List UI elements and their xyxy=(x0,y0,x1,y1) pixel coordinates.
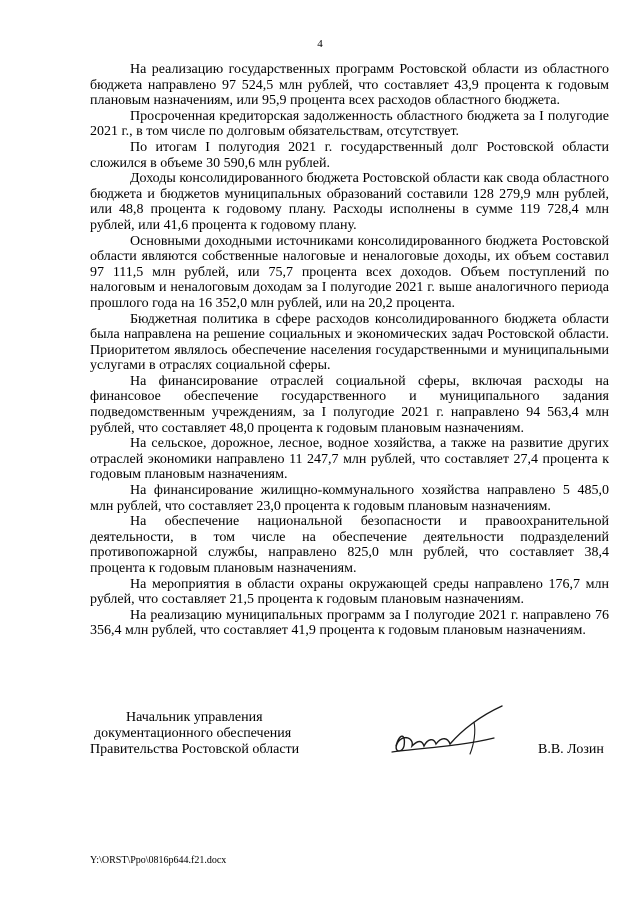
document-body xyxy=(90,62,609,639)
paragraph: На реализацию государственных программ Ростовской области из областного бюджета направлено 97 524,5 млн рублей, что составляет 43,9 процента к годовым плановым назначениям, или 95,9 процента всех расходов областного бюджета. xyxy=(90,62,609,109)
paragraph: Основными доходными источниками консолидированного бюджета Ростовской области являются собственные налоговые и неналоговые доходы, их объем составил 97 111,5 млн рублей, или 75,7 процента всех доходов. Объем поступлений по налоговым и неналоговым доходам за I полугодие 2021 г. выше аналогичного периода прошлого года на 16 352,0 млн рублей, или на 20,2 процента. xyxy=(90,233,609,311)
signatory-title-line: Начальник управления xyxy=(126,710,263,725)
paragraph: Бюджетная политика в сфере расходов консолидированного бюджета области была направлена на решение социальных и экономических задач Ростовской области. Приоритетом являлось обеспечение населения государственными и муниципальными услугами в отраслях социальной сферы. xyxy=(90,311,609,374)
paragraph: На сельское, дорожное, лесное, водное хозяйства, а также на развитие других отраслей экономики направлено 11 247,7 млн рублей, что составляет 27,4 процента к годовым плановым назначениям. xyxy=(90,436,609,483)
handwritten-signature xyxy=(362,702,522,762)
signatory-title-line: Правительства Ростовской области xyxy=(90,742,300,757)
file-path-footer: Y:\ORST\Ppo\0816p644.f21.docx xyxy=(90,855,227,866)
paragraph: На финансирование отраслей социальной сферы, включая расходы на финансовое обеспечение государственного и муниципального задания подведомственным учреждениям, за I полугодие 2021 г. направлено 94 563,4 млн рублей, что составляет 48,0 процента к годовым плановым назначениям. xyxy=(90,373,609,436)
paragraph: На реализацию муниципальных программ за I полугодие 2021 г. направлено 76 356,4 млн рублей, что составляет 41,9 процента к годовым плановым назначениям. xyxy=(90,607,609,639)
paragraph: На обеспечение национальной безопасности и правоохранительной деятельности, в том числе на обеспечение деятельности подразделений противопожарной службы, направлено 825,0 млн рублей, что составляет 38,4 процента к годовым плановым назначениям. xyxy=(90,514,609,576)
paragraph: По итогам I полугодия 2021 г. государственный долг Ростовской области сложился в объеме 30 590,6 млн рублей. xyxy=(90,139,609,171)
paragraph: На мероприятия в области охраны окружающей среды направлено 176,7 млн рублей, что составляет 21,5 процента к годовым плановым назначениям. xyxy=(90,576,609,608)
page-number: 4 xyxy=(317,38,323,50)
signatory-title-line: документационного обеспечения xyxy=(94,726,292,741)
paragraph: Доходы консолидированного бюджета Ростовской области как свода областного бюджета и бюджетов муниципальных образований составили 128 279,9 млн рублей, или 48,8 процента к годовому плану. Расходы исполнены в сумме 119 728,4 млн рублей, или 41,6 процента к годовому плану. xyxy=(90,171,609,233)
paragraph: На финансирование жилищно-коммунального хозяйства направлено 5 485,0 млн рублей, что составляет 23,0 процента к годовым плановым назначениям. xyxy=(90,483,609,514)
signatory-title xyxy=(90,710,320,758)
signatory-name: В.В. Лозин xyxy=(538,742,604,757)
paragraph: Просроченная кредиторская задолженность областного бюджета за I полугодие 2021 г., в том числе по долговым обязательствам, отсутствует. xyxy=(90,108,609,140)
